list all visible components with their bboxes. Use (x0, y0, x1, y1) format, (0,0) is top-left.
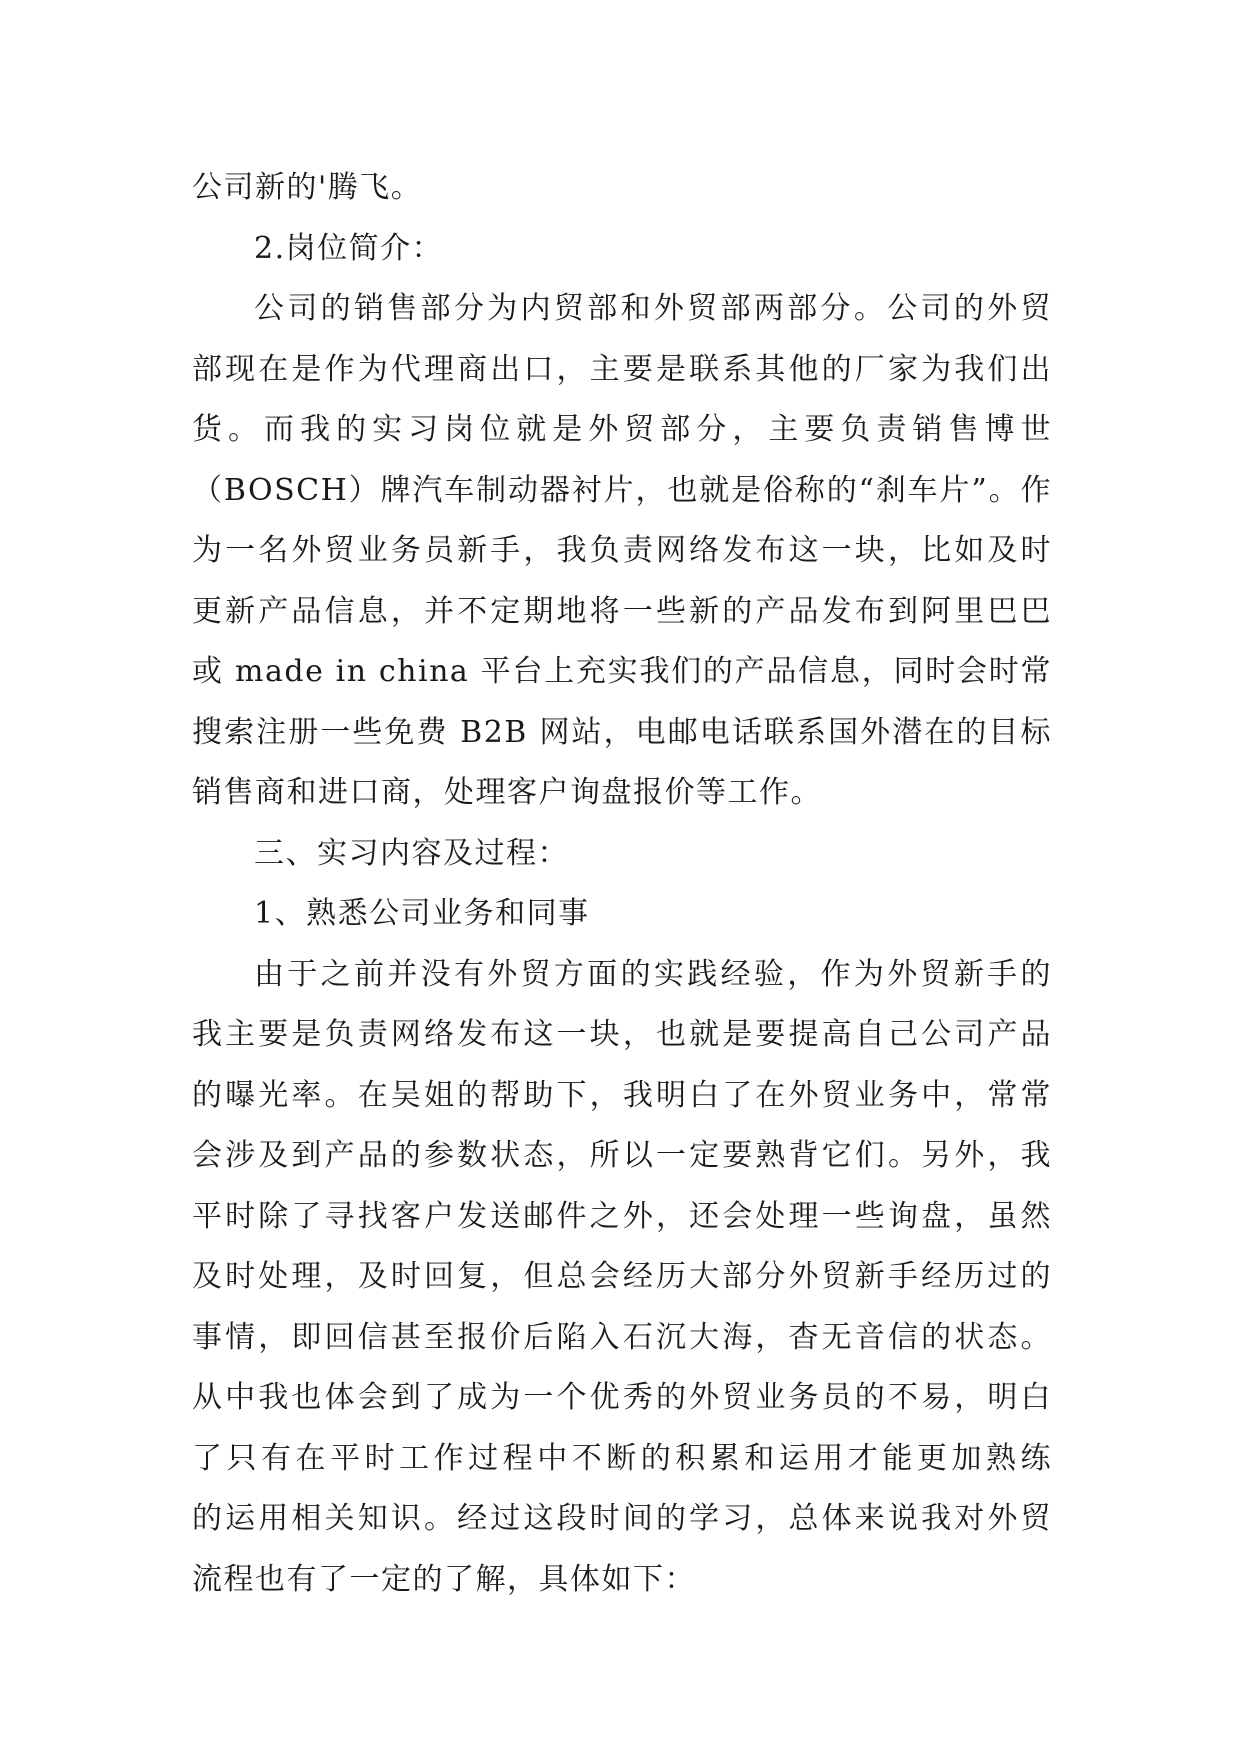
paragraph-line: 搜索注册一些免费 B2B 网站，电邮电话联系国外潜在的目标 (192, 714, 1052, 750)
paragraph-line: 及时处理，及时回复，但总会经历大部分外贸新手经历过的 (192, 1259, 1052, 1294)
section-heading: 三、实习内容及过程： (254, 835, 569, 871)
paragraph-line: 会涉及到产品的参数状态，所以一定要熟背它们。另外，我 (192, 1138, 1052, 1173)
paragraph-line: 或 made in china 平台上充实我们的产品信息，同时会时常 (192, 654, 1052, 689)
paragraph-line: 从中我也体会到了成为一个优秀的外贸业务员的不易，明白 (192, 1380, 1052, 1415)
paragraph-line: （BOSCH）牌汽车制动器衬片，也就是俗称的“刹车片”。作 (192, 472, 1052, 508)
paragraph-line: 公司的销售部分为内贸部和外贸部两部分。公司的外贸 (254, 291, 1052, 326)
paragraph-line: 公司新的'腾飞。 (192, 170, 423, 205)
paragraph-line: 为一名外贸业务员新手，我负责网络发布这一块，比如及时 (192, 533, 1052, 568)
paragraph-line: 由于之前并没有外贸方面的实践经验，作为外贸新手的 (254, 956, 1052, 992)
paragraph-line: 平时除了寻找客户发送邮件之外，还会处理一些询盘，虽然 (192, 1198, 1052, 1234)
paragraph-line: 流程也有了一定的了解，具体如下： (192, 1561, 696, 1597)
paragraph-line: 部现在是作为代理商出口，主要是联系其他的厂家为我们出 (192, 351, 1052, 387)
document-body (192, 158, 1052, 1610)
paragraph-line: 销售商和进口商，处理客户询盘报价等工作。 (192, 775, 822, 810)
paragraph-line: 事情，即回信甚至报价后陷入石沉大海，杳无音信的状态。 (192, 1319, 1052, 1355)
paragraph-line: 我主要是负责网络发布这一块，也就是要提高自己公司产品 (192, 1017, 1052, 1052)
paragraph-line: 了只有在平时工作过程中不断的积累和运用才能更加熟练 (192, 1440, 1052, 1476)
section-heading: 2.岗位简介： (254, 230, 444, 266)
paragraph-line: 货。而我的实习岗位就是外贸部分，主要负责销售博世 (192, 412, 1052, 447)
subsection-heading: 1、熟悉公司业务和同事 (254, 896, 590, 931)
paragraph-line: 的曝光率。在吴姐的帮助下，我明白了在外贸业务中，常常 (192, 1077, 1052, 1113)
paragraph-line: 的运用相关知识。经过这段时间的学习，总体来说我对外贸 (192, 1501, 1052, 1536)
paragraph-line: 更新产品信息，并不定期地将一些新的产品发布到阿里巴巴 (192, 593, 1052, 629)
